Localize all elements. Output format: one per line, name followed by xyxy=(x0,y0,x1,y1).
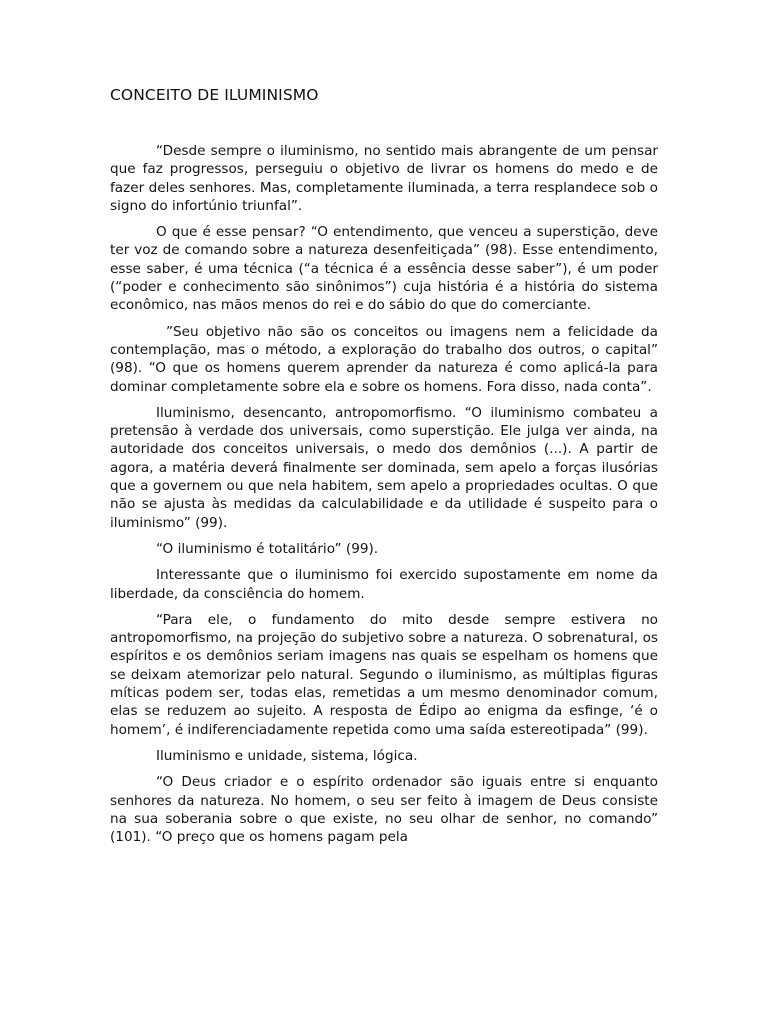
document-title: CONCEITO DE ILUMINISMO xyxy=(110,86,319,104)
paragraph-7: “Para ele, o fundamento do mito desde sempre estivera no antropomorfismo, na projeção do subjetivo sobre a natureza. O sobrenatural, os espíritos e os demônios seriam imagens nas quais se espelham os homens que se deixam atemorizar pelo natural. Segundo o iluminismo, as múltiplas figuras míticas podem ser, todas elas, remetidas a um mesmo denominador comum, elas se reduzem ao sujeito. A resposta de Édipo ao enigma da esfinge, ‘é o homem’, é indiferenciadamente repetida como uma saída estereotipada” (99). xyxy=(110,611,658,738)
paragraph-4: Iluminismo, desencanto, antropomorfismo. “O iluminismo combateu a pretensão à verdade dos universais, como superstição. Ele julga ver ainda, na autoridade dos conceitos universais, o medo dos demônios (...). A partir de agora, a matéria deverá finalmente ser dominada, sem apelo a forças ilusórias que a governem ou que nela habitem, sem apelo a propriedades ocultas. O que não se ajusta às medidas da calculabilidade e da utilidade é suspeito para o iluminismo” (99). xyxy=(110,404,658,531)
document-body xyxy=(110,142,658,846)
paragraph-9: “O Deus criador e o espírito ordenador são iguais entre si enquanto senhores da natureza. No homem, o seu ser feito à imagem de Deus consiste na sua soberania sobre o que existe, no seu olhar de senhor, no comando” (101). “O preço que os homens pagam pela xyxy=(110,774,658,846)
paragraph-6: Interessante que o iluminismo foi exercido supostamente em nome da liberdade, da consciência do homem. xyxy=(110,567,658,602)
paragraph-1: “Desde sempre o iluminismo, no sentido mais abrangente de um pensar que faz progressos, perseguiu o objetivo de livrar os homens do medo e de fazer deles senhores. Mas, completamente iluminada, a terra resplandece sob o signo do infortúnio triunfal”. xyxy=(110,143,658,214)
paragraph-2: O que é esse pensar? “O entendimento, que venceu a superstição, deve ter voz de comando sobre a natureza desenfeitiçada” (98). Esse entendimento, esse saber, é uma técnica (“a técnica é a essência desse saber”), é um poder (“poder e conhecimento são sinônimos”) cuja história é a história do sistema econômico, nas mãos menos do rei e do sábio do que do comerciante. xyxy=(110,224,658,314)
paragraph-5: “O iluminismo é totalitário” (99). xyxy=(156,540,379,557)
paragraph-3: ”Seu objetivo não são os conceitos ou imagens nem a felicidade da contemplação, mas o método, a exploração do trabalho dos outros, o capital” (98). “O que os homens querem aprender da natureza é como aplicá-la para dominar completamente sobre ela e sobre os homens. Fora disso, nada conta”. xyxy=(110,323,658,395)
paragraph-8: Iluminismo e unidade, sistema, lógica. xyxy=(156,747,418,764)
